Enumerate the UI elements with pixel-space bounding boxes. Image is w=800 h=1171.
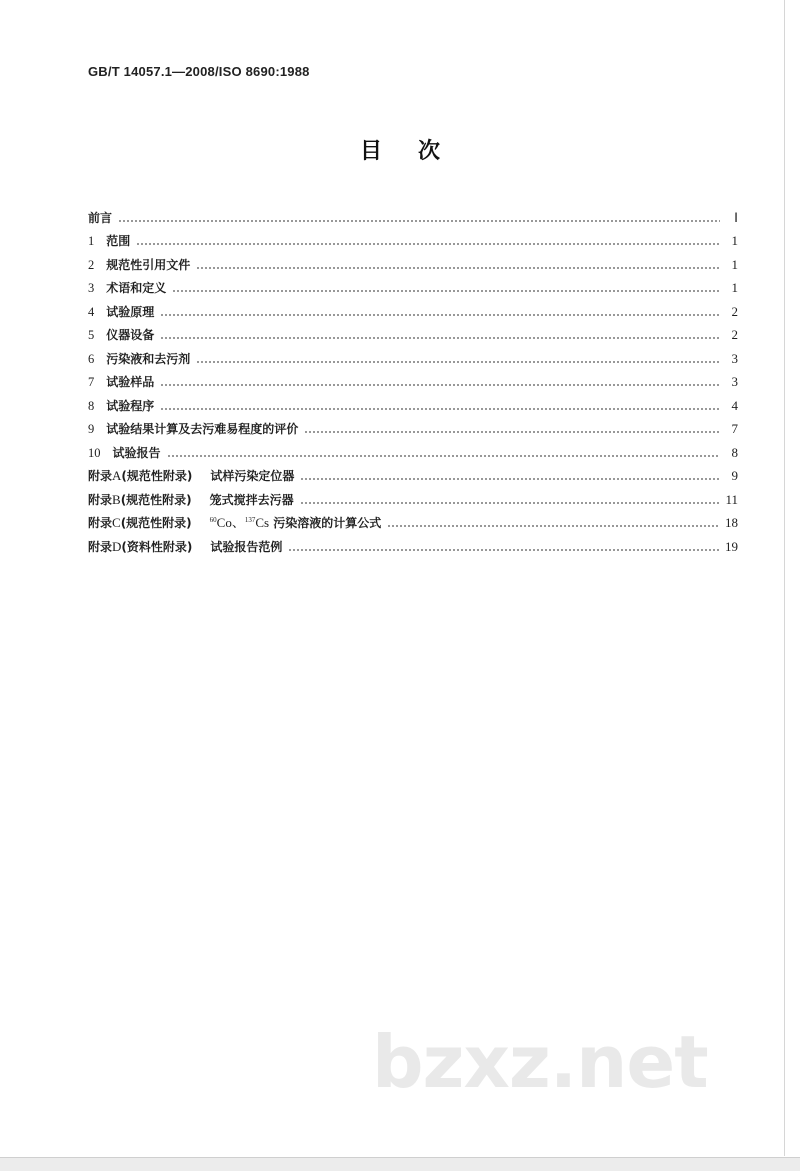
toc-entry-8[interactable] [88,390,738,414]
toc-entry-page: 3 [731,350,738,366]
annex-tag [88,539,192,555]
annex-letter: B [112,491,121,507]
annex-prefix: 附录 [88,539,113,554]
isotope-element-co: Co、 [216,515,245,530]
toc-entry-label [210,512,382,531]
toc-entry-number: 7 [88,375,95,389]
toc-entry-page: 1 [731,256,738,272]
toc-entry-number: 6 [88,351,95,366]
toc-title-char-1: 目 [359,139,382,164]
isotope-mass-137: 137 [244,516,256,524]
toc-entry-label: 试验报告 [112,445,161,460]
annex-tag [88,492,192,508]
toc-entry-1[interactable] [88,226,738,250]
isotope-element-cs: Cs [255,515,270,530]
isotope-mass-60: 60 [209,516,217,524]
toc-annex-a[interactable] [88,461,738,485]
toc-entry-label: 规范性引用文件 [106,257,191,272]
dot-leader [160,384,720,386]
toc-entry-3[interactable] [88,273,738,297]
annex-letter: C [112,515,121,530]
toc-entry-label: 范围 [106,234,131,248]
annex-type: (规范性附录) [120,492,192,507]
annex-type: (规范性附录) [120,516,192,530]
toc-entry-number: 4 [88,304,95,319]
annex-prefix: 附录 [88,516,113,530]
toc-entry-label: 试验报告范例 [210,539,283,554]
toc-entry-label: 试样污染定位器 [210,469,295,483]
toc-entry-label: 笼式搅拌去污器 [209,492,294,507]
standard-code-header: GB/T 14057.1—2008/ISO 8690:1988 [88,64,310,79]
dot-leader [172,290,720,292]
page-bottom-edge [0,1157,800,1171]
annex-letter: D [112,538,122,554]
toc-entry-label: 试验样品 [106,375,155,389]
toc-entry-page: 1 [731,280,738,295]
toc-entry-number: 3 [88,281,95,295]
dot-leader [118,220,720,222]
toc-entry-page: 1 [731,233,738,248]
annex-type: (资料性附录) [121,539,193,554]
toc-entry-label: 试验结果计算及去污难易程度的评价 [106,422,299,436]
annex-tag [88,468,192,484]
toc-entry-number: 5 [88,328,95,342]
toc-entry-page: Ⅰ [734,209,738,225]
annex-type: (规范性附录) [121,469,193,483]
toc-entry-5[interactable] [88,320,738,344]
toc-annex-d[interactable] [88,531,738,555]
toc-entry-page: 11 [725,491,738,507]
toc-entry-page: 18 [725,515,738,530]
annex-letter: A [112,468,122,483]
dot-leader [300,478,720,480]
toc-entry-10[interactable] [88,437,738,461]
toc-entry-page: 19 [725,538,738,554]
toc-entry-number: 8 [88,398,95,413]
toc-entry-number: 9 [88,422,95,436]
dot-leader [288,549,719,551]
toc-entry-page: 7 [731,421,738,436]
site-watermark: bzxz.net [372,1020,708,1104]
toc-entry-label: 仪器设备 [106,328,155,342]
annex-prefix: 附录 [88,469,113,483]
toc-entry-label: 污染液和去污剂 [106,351,191,366]
toc-entry-number: 10 [88,445,101,460]
dot-leader [196,361,720,363]
annex-prefix: 附录 [88,492,113,507]
dot-leader [300,502,720,504]
toc-entry-6[interactable] [88,343,738,367]
toc-entry-label: 试验原理 [106,304,155,319]
annex-tag [88,515,192,531]
toc-entry-page: 2 [731,303,738,319]
toc-entry-9[interactable] [88,414,738,438]
toc-entry-2[interactable] [88,249,738,273]
toc-entry-page: 2 [731,327,738,342]
toc-entry-page: 4 [731,397,738,413]
annex-c-title-rest: 污染溶液的计算公式 [273,516,382,530]
toc-entry-foreword[interactable] [88,202,738,226]
toc-entry-label: 试验程序 [106,398,155,413]
dot-leader [136,243,720,245]
dot-leader [196,267,720,269]
toc-annex-b[interactable] [88,484,738,508]
toc-entry-number: 1 [88,234,95,248]
toc-entry-4[interactable] [88,296,738,320]
toc-title-char-2: 次 [418,139,441,164]
toc-entry-page: 3 [731,374,738,389]
toc-entry-page: 8 [731,444,738,460]
toc-annex-c[interactable] [88,508,738,532]
toc-entry-page: 9 [731,468,738,483]
dot-leader [160,314,720,316]
toc-entry-7[interactable] [88,367,738,391]
toc-entry-label: 前言 [88,210,113,225]
dot-leader [387,525,719,527]
toc-entry-label: 术语和定义 [106,281,167,295]
dot-leader [304,431,720,433]
table-of-contents [88,202,738,555]
dot-leader [160,337,720,339]
dot-leader [167,455,720,457]
toc-title [0,134,800,165]
dot-leader [160,408,720,410]
toc-entry-number: 2 [88,257,95,272]
